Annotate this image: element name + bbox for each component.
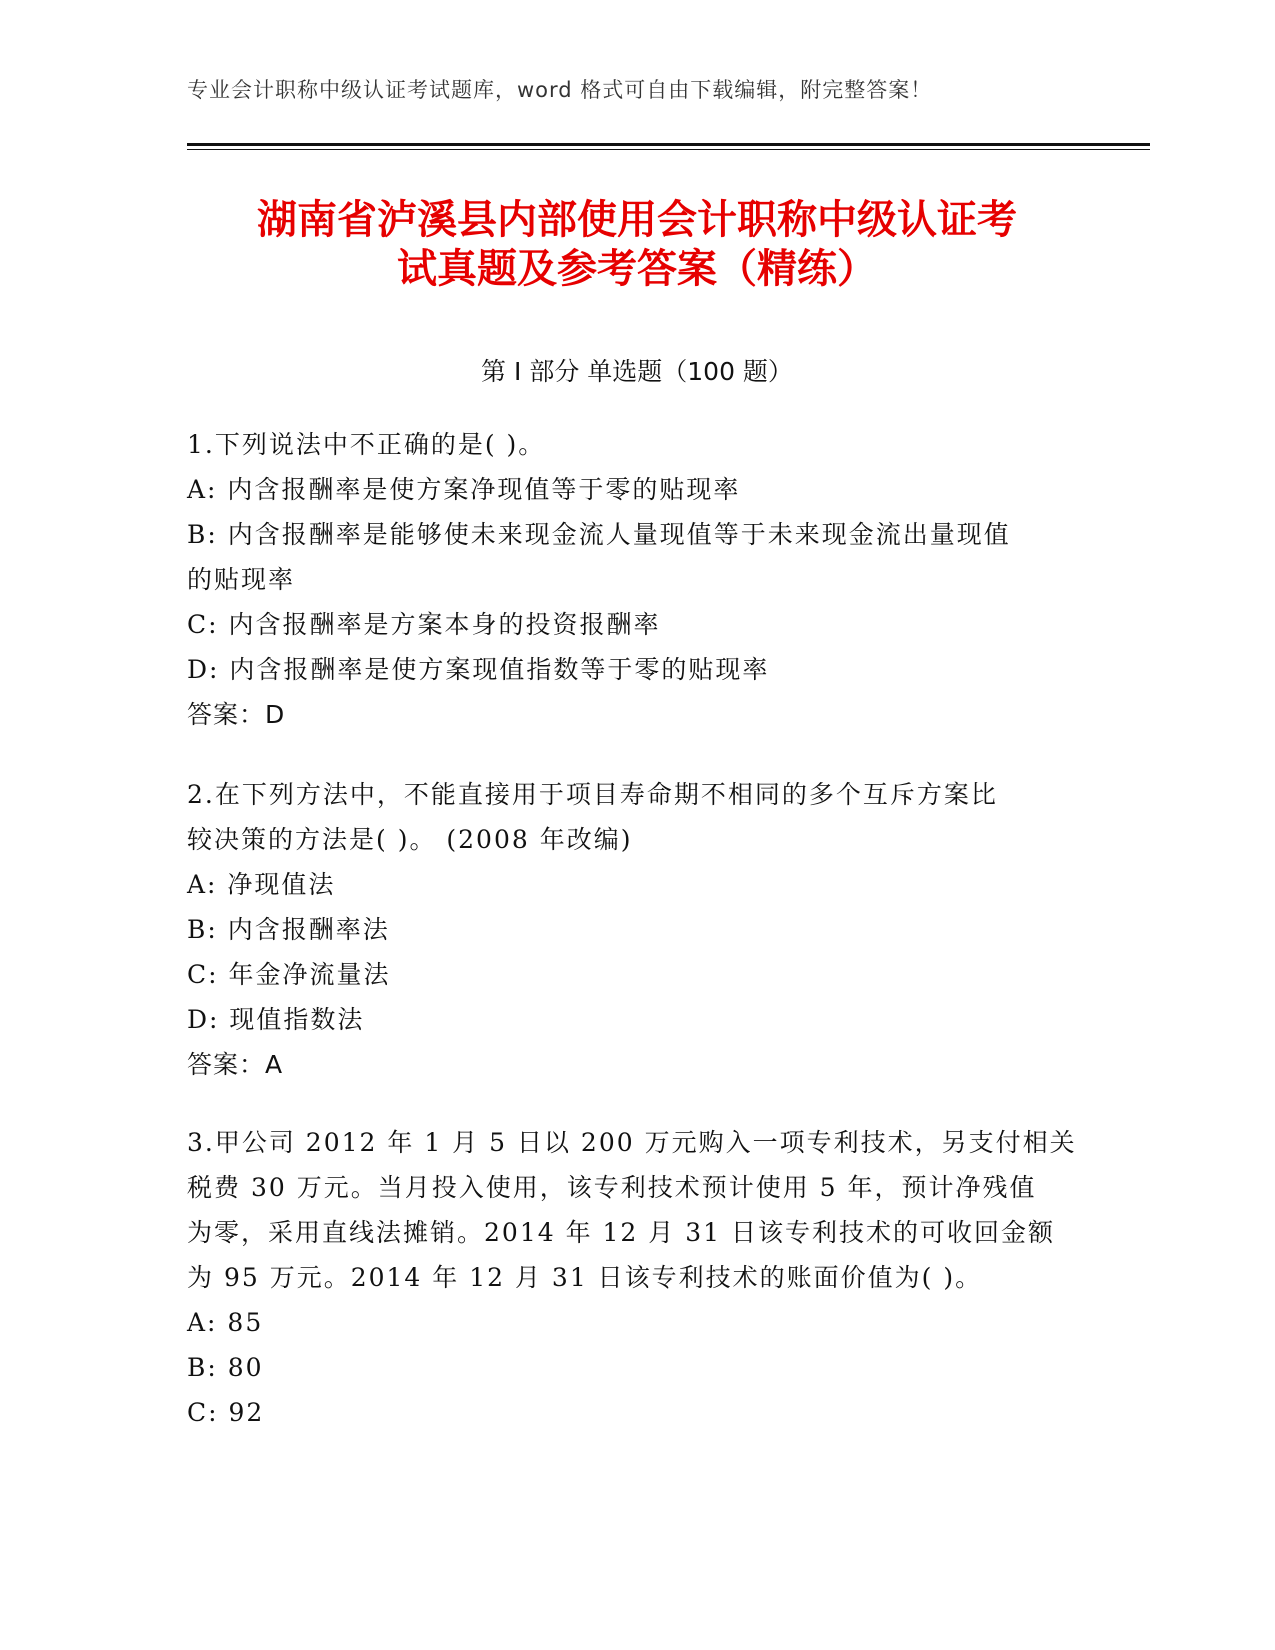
question-1-option-a: A: 内含报酬率是使方案净现值等于零的贴现率 — [187, 475, 741, 504]
question-2-option-b: B: 内含报酬率法 — [187, 915, 390, 944]
question-2-option-d: D: 现值指数法 — [187, 1005, 365, 1034]
question-2-answer: 答案：A — [187, 1050, 284, 1079]
header-note: 专业会计职称中级认证考试题库，word 格式可自由下载编辑，附完整答案！ — [187, 78, 933, 102]
question-3-option-c: C: 92 — [187, 1398, 265, 1427]
question-2-option-a: A: 净现值法 — [187, 870, 336, 899]
question-3-stem-cont-2: 为零，采用直线法摊销。2014 年 12 月 31 日该专利技术的可收回金额 — [187, 1218, 1055, 1247]
question-1-option-c: C: 内含报酬率是方案本身的投资报酬率 — [187, 610, 661, 639]
question-1-option-b: B: 内含报酬率是能够使未来现金流人量现值等于未来现金流出量现值 — [187, 520, 1011, 549]
section-title: 第 I 部分 单选题（100 题） — [481, 357, 793, 386]
question-3-option-b: B: 80 — [187, 1353, 264, 1382]
question-1-stem: 1.下列说法中不正确的是( )。 — [187, 430, 546, 459]
header-rule-thin — [187, 149, 1150, 150]
question-1-option-d: D: 内含报酬率是使方案现值指数等于零的贴现率 — [187, 655, 770, 684]
question-3-stem-cont-1: 税费 30 万元。当月投入使用，该专利技术预计使用 5 年，预计净残值 — [187, 1173, 1037, 1202]
question-1-answer: 答案：D — [187, 700, 286, 729]
question-1-option-b-cont: 的贴现率 — [187, 565, 296, 594]
document-title-line-2: 试真题及参考答案（精练） — [397, 246, 877, 292]
question-2-option-c: C: 年金净流量法 — [187, 960, 391, 989]
question-2-stem-cont: 较决策的方法是( )。 (2008 年改编) — [187, 825, 633, 854]
header-rule-thick — [187, 143, 1150, 146]
question-3-option-a: A: 85 — [187, 1308, 264, 1337]
question-2 — [187, 772, 1087, 1087]
document-title — [187, 196, 1087, 294]
question-3 — [187, 1120, 1087, 1435]
question-3-stem-cont-3: 为 95 万元。2014 年 12 月 31 日该专利技术的账面价值为( )。 — [187, 1263, 983, 1292]
question-2-stem: 2.在下列方法中，不能直接用于项目寿命期不相同的多个互斥方案比 — [187, 780, 998, 809]
question-3-stem: 3.甲公司 2012 年 1 月 5 日以 200 万元购入一项专利技术，另支付相关 — [187, 1128, 1077, 1157]
document-title-line-1: 湖南省泸溪县内部使用会计职称中级认证考 — [257, 197, 1017, 243]
question-1 — [187, 422, 1087, 737]
